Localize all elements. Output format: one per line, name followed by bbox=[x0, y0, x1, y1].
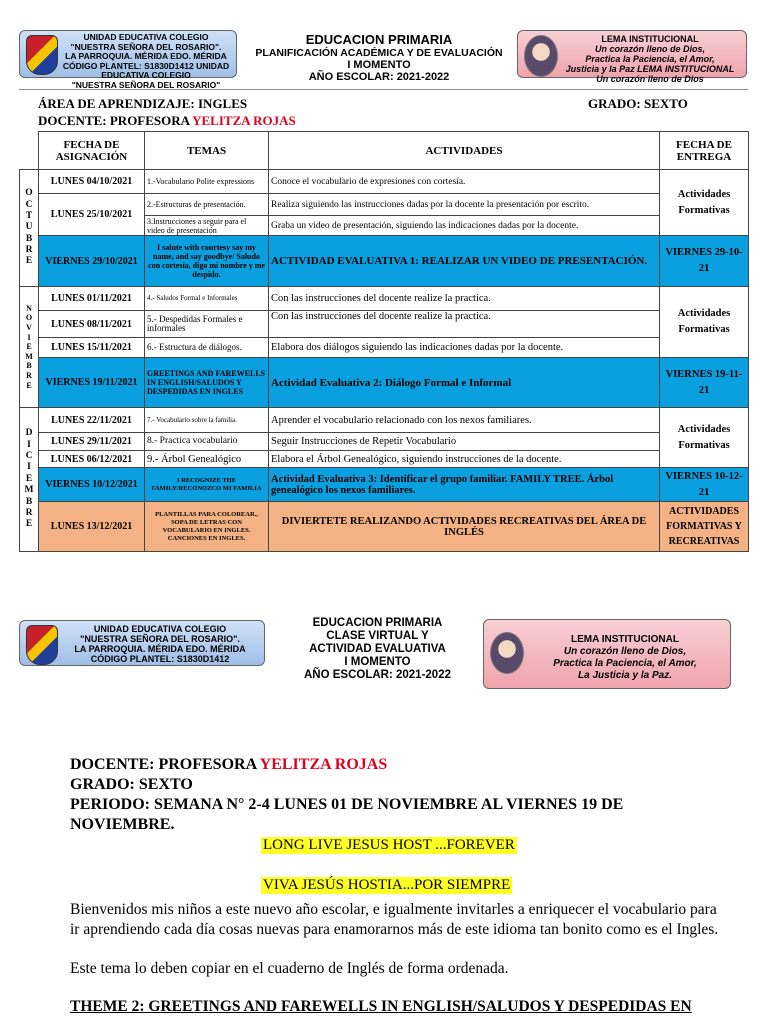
lema-line: Un corazón lleno de Dios, bbox=[594, 44, 705, 54]
row-actividad: Actividad Evaluativa 2: Diálogo Formal e Informal bbox=[269, 358, 660, 408]
saint-photo-icon bbox=[490, 632, 524, 674]
intro-paragraph: Bienvenidos mis niños a este nuevo año escolar, e igualmente invitarles a enriquecer el vocabulario para ir aprendiendo cada día cosas nuevas para enamorarnos más de este idioma tan bonito como es el Ingles. bbox=[70, 901, 719, 938]
grado-label: GRADO: SEXTO bbox=[588, 96, 688, 111]
title-line: EDUCACION PRIMARIA bbox=[305, 32, 453, 47]
school-line: "NUESTRA SEÑORA DEL ROSARIO". bbox=[80, 634, 240, 644]
school-line: CÓDIGO PLANTEL: S1830D1412 bbox=[90, 654, 230, 664]
row-actividad: Actividad Evaluativa 3: Identificar el grupo familiar. FAMILY TREE. Árbol genealógico los nexos familiares. bbox=[269, 468, 660, 502]
table-row bbox=[20, 287, 749, 311]
lema-line: Practica la Paciencia, el Amor, bbox=[553, 658, 697, 669]
title-line: CLASE VIRTUAL Y bbox=[326, 630, 429, 642]
school-crest-icon bbox=[26, 625, 58, 665]
lema-line: Un corazón lleno de Dios, bbox=[563, 646, 687, 657]
lema-box bbox=[517, 30, 747, 84]
row-tema: 5.- Despedidas Formales e informales bbox=[145, 311, 269, 338]
row-fecha: VIERNES 19/11/2021 bbox=[39, 358, 145, 408]
row-fecha: LUNES 13/12/2021 bbox=[39, 502, 145, 552]
row-fecha: LUNES 01/11/2021 bbox=[39, 287, 145, 311]
row-actividad: Elabora dos diálogos siguiendo las indicaciones dadas por la docente. bbox=[269, 338, 660, 358]
row-actividad: Con las instrucciones del docente realize la practica. bbox=[269, 311, 660, 338]
lema-text bbox=[558, 34, 742, 84]
row-tema: I RECOGNIZE THE FAMILY/RECONOZCO MI FAMILIA bbox=[145, 468, 269, 502]
highlight-long-live: LONG LIVE JESUS HOST ...FOREVER bbox=[263, 837, 515, 853]
docente-name: YELITZA ROJAS bbox=[259, 756, 388, 773]
title-line: AÑO ESCOLAR: 2021-2022 bbox=[308, 71, 450, 83]
row-entrega: Actividades Formativas bbox=[660, 408, 749, 468]
row-entrega: VIERNES 29-10-21 bbox=[660, 236, 749, 287]
table-row-evaluativa bbox=[20, 468, 749, 502]
row-entrega: VIERNES 10-12-21 bbox=[660, 468, 749, 502]
title-line: I MOMENTO bbox=[344, 656, 411, 668]
docente-label bbox=[38, 113, 296, 129]
highlight-viva-jesus: VIVA JESÚS HOSTIA...POR SIEMPRE bbox=[263, 877, 511, 893]
docente-prefix: DOCENTE: PROFESORA bbox=[38, 113, 190, 128]
table-row bbox=[20, 338, 749, 358]
row-tema: PLANTILLAS PARA COLOREAR., SOPA DE LETRAS CON VOCABULARIO EN INGLES. CANCIONES EN INGLES. bbox=[145, 502, 269, 552]
lema-box-2 bbox=[483, 619, 731, 689]
table-row bbox=[20, 194, 749, 216]
title-line: I MOMENTO bbox=[347, 59, 411, 71]
col-header-fecha: FECHA DE ASIGNACIÓN bbox=[39, 132, 145, 170]
table-row bbox=[20, 451, 749, 468]
row-tema: 7.- Vocabulario sobre la familia. bbox=[145, 408, 269, 433]
school-line: UNIDAD EDUCATIVA COLEGIO bbox=[93, 624, 227, 634]
col-header-temas: TEMAS bbox=[145, 132, 269, 170]
month-diciembre bbox=[20, 408, 39, 552]
table-row bbox=[20, 311, 749, 338]
col-header-entrega: FECHA DE ENTREGA bbox=[660, 132, 749, 170]
area-label: ÁREA DE APRENDIZAJE: INGLES bbox=[38, 96, 248, 111]
row-actividad: Graba un video de presentación, siguiendo las indicaciones dadas por la docente. bbox=[269, 216, 660, 236]
table-header-row bbox=[20, 132, 749, 170]
lema-title: LEMA INSTITUCIONAL bbox=[601, 34, 699, 44]
table-row bbox=[20, 170, 749, 194]
row-tema: 3.Instrucciones a seguir para el video de presentación bbox=[145, 216, 269, 236]
row-fecha: LUNES 08/11/2021 bbox=[39, 311, 145, 338]
lema-text bbox=[524, 634, 726, 682]
row-fecha: LUNES 04/10/2021 bbox=[39, 170, 145, 194]
row-tema: 4.- Saludos Formal e Informales bbox=[145, 287, 269, 311]
corner-cell bbox=[20, 132, 39, 170]
row-entrega: Actividades Formativas bbox=[660, 170, 749, 236]
row-fecha: LUNES 15/11/2021 bbox=[39, 338, 145, 358]
row-tema: 1.-Vocabulario Polite expressions bbox=[145, 170, 269, 194]
lema-line: Practica la Paciencia, el Amor, bbox=[585, 54, 715, 64]
month-label: N O V I E M B R E bbox=[25, 303, 33, 390]
table-row-evaluativa bbox=[20, 358, 749, 408]
school-header-box bbox=[19, 30, 237, 90]
row-actividad: Aprender el vocabulario relacionado con los nexos familiares. bbox=[269, 408, 660, 433]
month-noviembre bbox=[20, 287, 39, 408]
lema-line: Un corazón lleno de Dios bbox=[596, 74, 704, 84]
row-fecha: LUNES 29/11/2021 bbox=[39, 433, 145, 451]
month-label: O C T U B R E bbox=[25, 188, 33, 267]
row-fecha: VIERNES 10/12/2021 bbox=[39, 468, 145, 502]
row-entrega: ACTIVIDADES FORMATIVAS Y RECREATIVAS bbox=[660, 502, 749, 552]
planning-table bbox=[19, 131, 749, 552]
school-header-text bbox=[60, 33, 232, 90]
table-row-evaluativa bbox=[20, 236, 749, 287]
month-octubre bbox=[20, 170, 39, 287]
doc-title bbox=[245, 32, 513, 83]
row-actividad: Con las instrucciones del docente realize la practica. bbox=[269, 287, 660, 311]
docente-name: YELITZA ROJAS bbox=[192, 113, 296, 128]
school-crest-icon bbox=[26, 35, 58, 75]
row-actividad: Seguir Instrucciones de Repetir Vocabulario bbox=[269, 433, 660, 451]
row-actividad: Elabora el Árbol Genealógico, siguiendo instrucciones de la docente. bbox=[269, 451, 660, 468]
clase-docente bbox=[70, 756, 387, 774]
copy-instruction: Este tema lo deben copiar en el cuaderno de Inglés de forma ordenada. bbox=[70, 960, 509, 977]
docente-prefix: DOCENTE: PROFESORA bbox=[70, 756, 257, 773]
row-entrega: VIERNES 19-11-21 bbox=[660, 358, 749, 408]
doc-title-2 bbox=[290, 617, 465, 682]
row-fecha: VIERNES 29/10/2021 bbox=[39, 236, 145, 287]
row-tema: 6.- Estructura de diálogos. bbox=[145, 338, 269, 358]
row-fecha: LUNES 22/11/2021 bbox=[39, 408, 145, 433]
title-line: EDUCACION PRIMARIA bbox=[312, 617, 443, 629]
lema-line: La Justicia y la Paz. bbox=[578, 670, 672, 681]
lema-title: LEMA INSTITUCIONAL bbox=[571, 634, 679, 645]
row-actividad: Realiza siguiendo las instrucciones dadas por la docente la presentación por escrito. bbox=[269, 194, 660, 216]
school-line: LA PARROQUIA. MÉRIDA EDO. MÉRIDA bbox=[74, 644, 246, 654]
clase-periodo-cont: NOVIEMBRE. bbox=[70, 816, 175, 833]
school-line: EDUCATIVA COLEGIO bbox=[101, 70, 191, 80]
row-tema: I salute with courtesy say my name, and say goodbye/ Saludo con cortesía, digo mi nombre y me despido. bbox=[145, 236, 269, 287]
theme-title: THEME 2: GREETINGS AND FAREWELLS IN ENGLISH/SALUDOS Y DESPEDIDAS EN bbox=[70, 998, 692, 1015]
divider bbox=[19, 89, 748, 90]
clase-periodo: PERIODO: SEMANA N° 2-4 LUNES 01 DE NOVIEMBRE AL VIERNES 19 DE bbox=[70, 796, 624, 813]
row-fecha: LUNES 06/12/2021 bbox=[39, 451, 145, 468]
school-line: "NUESTRA SEÑORA DEL ROSARIO" bbox=[71, 79, 221, 90]
row-actividad: DIVIERTETE REALIZANDO ACTIVIDADES RECREATIVAS DEL ÁREA DE INGLÉS bbox=[269, 502, 660, 552]
month-label: D I C I E M B R E bbox=[24, 428, 34, 530]
table-row bbox=[20, 433, 749, 451]
row-fecha: LUNES 25/10/2021 bbox=[39, 194, 145, 236]
title-line: PLANIFICACIÓN ACADÉMICA Y DE EVALUACIÓN bbox=[255, 47, 503, 59]
table-row bbox=[20, 408, 749, 433]
title-line: ACTIVIDAD EVALUATIVA bbox=[309, 643, 446, 655]
school-line: UNIDAD EDUCATIVA COLEGIO bbox=[83, 32, 209, 42]
school-header-box-2 bbox=[19, 620, 265, 666]
row-tema: GREETINGS AND FAREWELLS IN ENGLISH/SALUDOS Y DESPEDIDAS EN INGLES bbox=[145, 358, 269, 408]
col-header-actividades: ACTIVIDADES bbox=[269, 132, 660, 170]
row-actividad: Conoce el vocabulario de expresiones con cortesía. bbox=[269, 170, 660, 194]
school-line: LA PARROQUIA. MÉRIDA EDO. MÉRIDA bbox=[65, 51, 227, 61]
table-row-recreativa bbox=[20, 502, 749, 552]
saint-photo-icon bbox=[524, 35, 558, 77]
title-line: AÑO ESCOLAR: 2021-2022 bbox=[304, 669, 451, 681]
row-actividad: ACTIVIDAD EVALUATIVA 1: REALIZAR UN VIDEO DE PRESENTACIÓN. bbox=[269, 236, 660, 287]
school-line: CÓDIGO PLANTEL: S1830D1412 UNIDAD bbox=[62, 60, 230, 71]
row-tema: 8.- Practica vocabulario bbox=[145, 433, 269, 451]
lema-line: Justicia y la Paz LEMA INSTITUCIONAL bbox=[565, 64, 735, 74]
row-tema: 2.-Estructuras de presentación. bbox=[145, 194, 269, 216]
row-entrega: Actividades Formativas bbox=[660, 287, 749, 358]
school-line: "NUESTRA SEÑORA DEL ROSARIO". bbox=[70, 41, 222, 52]
row-tema: 9.- Árbol Genealógico bbox=[145, 451, 269, 468]
school-header-text bbox=[60, 624, 260, 664]
clase-grado: GRADO: SEXTO bbox=[70, 776, 193, 793]
